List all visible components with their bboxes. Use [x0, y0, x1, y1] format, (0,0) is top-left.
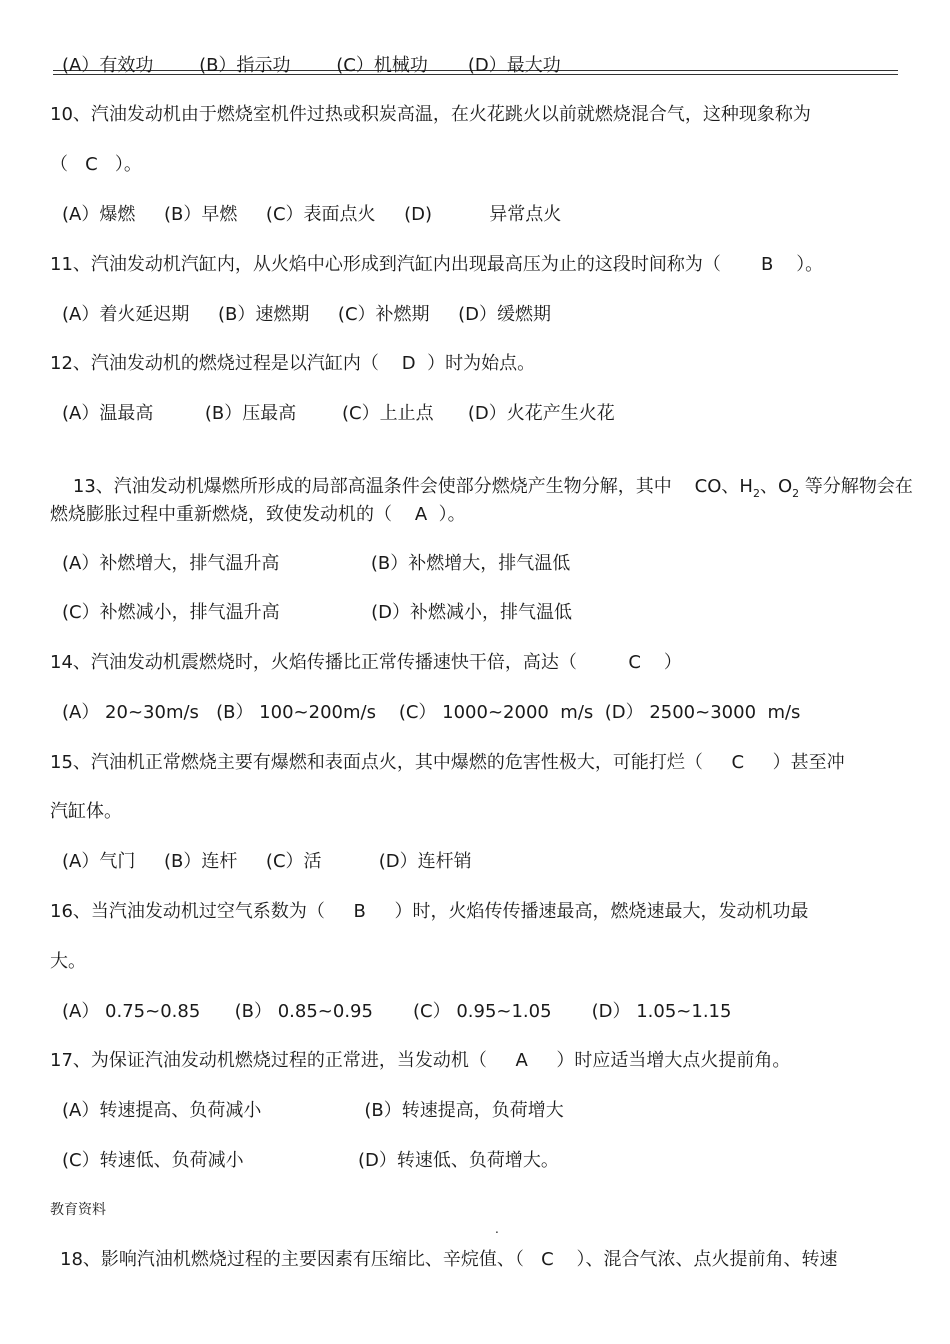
q16-text: 16、当汽油发动机过空气系数为（ B ）时，火焰传传播速最高，燃烧速最大，发动机功最 [50, 901, 809, 922]
q15-options: (A）气门 (B）连杆 (C）活 (D）连杆销 [62, 851, 472, 872]
footer-label: 教育资料 [50, 1202, 106, 1218]
q14-text: 14、汽油发动机震燃烧时，火焰传播比正常传播速快干倍，高达（ C ） [50, 652, 682, 673]
q13-options-ab: (A）补燃增大，排气温升高 (B）补燃增大，排气温低 [62, 553, 571, 574]
q12-text: 12、汽油发动机的燃烧过程是以汽缸内（ D ）时为始点。 [50, 353, 536, 374]
q10-options: (A）爆燃 (B）早燃 (C）表面点火 (D) 异常点火 [62, 204, 562, 225]
q14-options: (A） 20~30m/s (B） 100~200m/s (C） 1000~2000 m/s (D） 2500~3000 m/s [62, 702, 801, 723]
q10-text: 10、汽油发动机由于燃烧室机件过热或积炭高温，在火花跳火以前就燃烧混合气，这种现象称为 [50, 104, 811, 125]
q16-options: (A） 0.75~0.85 (B） 0.85~0.95 (C） 0.95~1.05 (D） 1.05~1.15 [62, 1001, 732, 1022]
q11-text: 11、汽油发动机汽缸内，从火焰中心形成到汽缸内出现最高压为止的这段时间称为（ B ）。 [50, 254, 824, 275]
q15-text: 15、汽油机正常燃烧主要有爆燃和表面点火，其中爆燃的危害性极大，可能打烂（ C ）甚至冲 [50, 752, 845, 773]
q17-text: 17、为保证汽油发动机燃烧过程的正常进，当发动机（ A ）时应适当增大点火提前角。 [50, 1050, 791, 1071]
q9-options: (A）有效功 (B）指示功 (C）机械功 (D）最大功 [62, 55, 561, 76]
q10-answer: （ C ）。 [50, 154, 142, 175]
q11-options: (A）着火延迟期 (B）速燃期 (C）补燃期 (D）缓燃期 [62, 304, 552, 325]
q13-text-part1: 13、汽油发动机爆燃所形成的局部高温条件会使部分燃烧产生物分解，其中 CO、H [72, 476, 753, 497]
o2-subscript: 2 [792, 487, 800, 500]
q13-text-continued: 燃烧膨胀过程中重新燃烧，致使发动机的（ A ）。 [50, 504, 466, 525]
q13-text-part3: 等分解物会在 [799, 476, 913, 497]
footer-dot: . [495, 1222, 499, 1236]
q16-text-continued: 大。 [50, 951, 86, 972]
q12-options: (A）温最高 (B）压最高 (C）上止点 (D）火花产生火花 [62, 403, 615, 424]
q13-text-part2: 、O [759, 476, 793, 497]
h2-subscript: 2 [752, 487, 760, 500]
q17-options-cd: (C）转速低、负荷减小 (D）转速低、负荷增大。 [62, 1150, 559, 1171]
q15-text-continued: 汽缸体。 [50, 801, 122, 822]
q18-text: 18、影响汽油机燃烧过程的主要因素有压缩比、辛烷值、（ C ）、混合气浓、点火提前角、转速 [60, 1249, 838, 1270]
q17-options-ab: (A）转速提高、负荷减小 (B）转速提高，负荷增大 [62, 1100, 564, 1121]
q13-options-cd: (C）补燃减小，排气温升高 (D）补燃减小，排气温低 [62, 602, 573, 623]
